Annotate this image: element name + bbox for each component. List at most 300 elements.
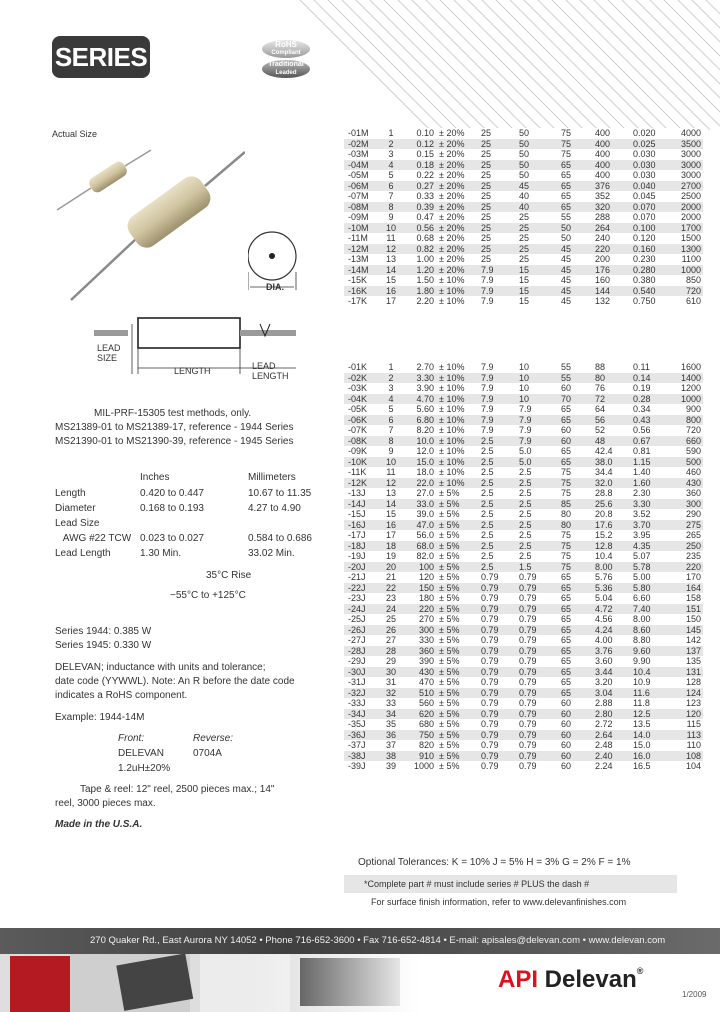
table-cell: -01M	[344, 128, 378, 139]
table-cell: 0.10	[404, 128, 436, 139]
table-cell: 75	[559, 139, 593, 150]
table-cell: 170	[669, 572, 703, 583]
table-cell: ± 5%	[436, 667, 479, 678]
table-cell: 15.0	[404, 457, 436, 468]
table-cell: ± 5%	[436, 709, 479, 720]
table-cell: 25	[479, 149, 517, 160]
table-cell: 1600	[669, 362, 703, 373]
table-cell: 25	[479, 254, 517, 265]
table-cell: 2700	[669, 181, 703, 192]
table-cell: -06K	[344, 415, 378, 426]
inductor-photo	[55, 140, 245, 310]
table-row	[344, 583, 703, 594]
table-cell: 65	[559, 415, 593, 426]
table-cell: -14M	[344, 265, 378, 276]
table-cell: 1500	[669, 233, 703, 244]
table-cell: 7.9	[479, 425, 517, 436]
table-cell: ± 5%	[436, 730, 479, 741]
table-cell: 3.30	[631, 499, 669, 510]
table-cell: 8.80	[631, 635, 669, 646]
table-cell: 235	[669, 551, 703, 562]
marking-line: DELEVAN; inductance with units and tolerance;	[55, 662, 266, 673]
table-cell: 5.00	[631, 572, 669, 583]
table-cell: 0.56	[631, 425, 669, 436]
mil-spec-2: MS21389-01 to MS21389-17, reference - 1944 Series	[55, 422, 294, 433]
table-row	[344, 667, 703, 678]
table-cell: 150	[669, 614, 703, 625]
table-row	[344, 383, 703, 394]
table-cell: ± 20%	[436, 233, 479, 244]
table-cell: 2000	[669, 212, 703, 223]
table-cell: 250	[669, 541, 703, 552]
table-cell: 9.60	[631, 646, 669, 657]
table-cell: 0.070	[631, 212, 669, 223]
table-cell: 0.22	[404, 170, 436, 181]
table-cell: 2.5	[479, 520, 517, 531]
table-cell: 3.04	[593, 688, 631, 699]
table-cell: 0.750	[631, 296, 669, 307]
table-cell: 180	[404, 593, 436, 604]
table-cell: ± 5%	[436, 740, 479, 751]
table-cell: 400	[593, 170, 631, 181]
table-cell: 164	[669, 583, 703, 594]
table-cell: 0.070	[631, 202, 669, 213]
table-cell: 7.9	[517, 404, 559, 415]
tape-reel-2: reel, 3000 pieces max.	[55, 798, 156, 809]
table-cell: 0.79	[479, 635, 517, 646]
table-cell: 2.5	[479, 551, 517, 562]
table-cell: 65	[559, 181, 593, 192]
table-cell: 240	[593, 233, 631, 244]
table-cell: 0.79	[479, 698, 517, 709]
table-cell: 3500	[669, 139, 703, 150]
table-cell: 400	[593, 149, 631, 160]
table-cell: 3000	[669, 149, 703, 160]
table-cell: 2.5	[479, 562, 517, 573]
table-cell: 60	[559, 383, 593, 394]
table-cell: 2.5	[517, 530, 559, 541]
table-cell: 275	[669, 520, 703, 531]
table-cell: 17	[378, 296, 404, 307]
table-cell: 7.9	[479, 296, 517, 307]
table-row	[344, 170, 703, 181]
table-cell: 50	[517, 149, 559, 160]
footer-address: 270 Quaker Rd., East Aurora NY 14052 • Phone 716-652-3600 • Fax 716-652-4814 • E-mail: apisales@delevan.com • www.delevan.com	[90, 935, 666, 946]
table-cell: ± 10%	[436, 373, 479, 384]
table-cell: 75	[559, 488, 593, 499]
table-cell: 0.79	[517, 583, 559, 594]
table-cell: 2.5	[479, 446, 517, 457]
table-cell: 910	[404, 751, 436, 762]
table-row	[344, 499, 703, 510]
table-cell: -17K	[344, 296, 378, 307]
table-cell: 3000	[669, 170, 703, 181]
dims-header-mm: Millimeters	[248, 472, 296, 483]
table-cell: 75	[559, 128, 593, 139]
table-cell: 65	[559, 635, 593, 646]
table-cell: 65	[559, 202, 593, 213]
table-cell: 1700	[669, 223, 703, 234]
table-cell: 32.0	[593, 478, 631, 489]
table-cell: 27.0	[404, 488, 436, 499]
table-cell: 0.045	[631, 191, 669, 202]
table-cell: 65	[559, 170, 593, 181]
table-cell: 65	[559, 160, 593, 171]
table-cell: 12.5	[631, 709, 669, 720]
table-cell: 30	[378, 667, 404, 678]
table-row	[344, 656, 703, 667]
table-cell: -05M	[344, 170, 378, 181]
table-cell: ± 5%	[436, 719, 479, 730]
table-cell: 0.230	[631, 254, 669, 265]
dim-inches: 1.30 Min.	[140, 548, 182, 559]
table-cell: 0.79	[479, 740, 517, 751]
table-row	[344, 677, 703, 688]
table-cell: 3000	[669, 160, 703, 171]
table-cell: 10	[517, 362, 559, 373]
table-row	[344, 698, 703, 709]
table-row	[344, 275, 703, 286]
table-cell: 45	[517, 181, 559, 192]
table-cell: -02M	[344, 139, 378, 150]
table-cell: -35J	[344, 719, 378, 730]
table-cell: 0.28	[631, 394, 669, 405]
table-cell: 510	[404, 688, 436, 699]
table-cell: 0.79	[479, 593, 517, 604]
table-cell: 800	[669, 415, 703, 426]
table-cell: ± 20%	[436, 181, 479, 192]
table-cell: 25	[479, 181, 517, 192]
table-cell: 2.88	[593, 698, 631, 709]
table-cell: 60	[559, 719, 593, 730]
table-cell: 65	[559, 583, 593, 594]
table-cell: 0.79	[479, 625, 517, 636]
table-cell: 1000	[669, 265, 703, 276]
table-cell: 2.80	[593, 709, 631, 720]
table-cell: 430	[669, 478, 703, 489]
table-cell: 50	[517, 160, 559, 171]
table-cell: ± 10%	[436, 467, 479, 478]
table-cell: 0.79	[479, 688, 517, 699]
table-cell: 50	[559, 223, 593, 234]
table-cell: -14J	[344, 499, 378, 510]
table-cell: -03M	[344, 149, 378, 160]
table-cell: 85	[559, 499, 593, 510]
table-cell: 65	[559, 677, 593, 688]
table-row	[344, 160, 703, 171]
table-cell: 40	[517, 191, 559, 202]
table-cell: 13	[378, 488, 404, 499]
table-cell: -33J	[344, 698, 378, 709]
table-cell: 1000	[404, 761, 436, 772]
table-cell: 55	[559, 212, 593, 223]
table-cell: 60	[559, 709, 593, 720]
table-cell: 10.0	[404, 436, 436, 447]
table-row	[344, 593, 703, 604]
table-cell: ± 5%	[436, 593, 479, 604]
table-cell: 65	[559, 656, 593, 667]
table-row	[344, 181, 703, 192]
table-cell: 0.030	[631, 160, 669, 171]
table-cell: 15	[378, 275, 404, 286]
table-cell: 0.82	[404, 244, 436, 255]
table-cell: 158	[669, 593, 703, 604]
table-cell: ± 10%	[436, 394, 479, 405]
marking-line: indicates a RoHS component.	[55, 690, 188, 701]
table-cell: 2.5	[517, 551, 559, 562]
table-cell: 0.020	[631, 128, 669, 139]
table-cell: 0.11	[631, 362, 669, 373]
table-cell: 7.9	[479, 415, 517, 426]
table-cell: 0.120	[631, 233, 669, 244]
table-cell: 15.0	[631, 740, 669, 751]
table-cell: ± 5%	[436, 499, 479, 510]
table-cell: 18	[378, 541, 404, 552]
table-cell: 14	[378, 265, 404, 276]
table-cell: -09K	[344, 446, 378, 457]
table-cell: 0.540	[631, 286, 669, 297]
table-cell: 108	[669, 751, 703, 762]
table-cell: 4.24	[593, 625, 631, 636]
table-cell: 300	[404, 625, 436, 636]
table-cell: 2000	[669, 202, 703, 213]
table-cell: 5.78	[631, 562, 669, 573]
table-row	[344, 467, 703, 478]
table-cell: 4.72	[593, 604, 631, 615]
table-row	[344, 551, 703, 562]
table-row	[344, 709, 703, 720]
table-cell: ± 10%	[436, 383, 479, 394]
table-cell: 60	[559, 436, 593, 447]
table-cell: 35	[378, 719, 404, 730]
table-cell: 12	[378, 478, 404, 489]
table-cell: 720	[669, 425, 703, 436]
table-cell: 56	[593, 415, 631, 426]
table-row	[344, 139, 703, 150]
dims-header-inches: Inches	[140, 472, 170, 483]
table-cell: 4000	[669, 128, 703, 139]
actual-size-label: Actual Size	[52, 129, 98, 139]
table-cell: 1.60	[631, 478, 669, 489]
table-cell: 28	[378, 646, 404, 657]
table-cell: 15.2	[593, 530, 631, 541]
table-cell: 75	[559, 467, 593, 478]
table-cell: 47.0	[404, 520, 436, 531]
table-cell: 75	[559, 478, 593, 489]
table-cell: 590	[669, 446, 703, 457]
table-cell: 25	[479, 139, 517, 150]
table-cell: 40	[517, 202, 559, 213]
table-cell: 37	[378, 740, 404, 751]
table-cell: 10	[517, 394, 559, 405]
table-cell: 65	[559, 191, 593, 202]
table-row	[344, 244, 703, 255]
table-cell: ± 10%	[436, 415, 479, 426]
table-cell: 400	[593, 128, 631, 139]
spec-table-1	[344, 128, 703, 307]
dim-mm: 10.67 to 11.35	[248, 488, 312, 499]
table-cell: 400	[593, 160, 631, 171]
table-cell: 0.030	[631, 170, 669, 181]
table-cell: ± 20%	[436, 170, 479, 181]
table-cell: 45	[559, 275, 593, 286]
table-cell: 60	[559, 761, 593, 772]
table-cell: 0.79	[479, 751, 517, 762]
table-cell: 16.5	[631, 761, 669, 772]
table-cell: 16	[378, 520, 404, 531]
optional-tolerances: Optional Tolerances: K = 10% J = 5% H = 3% G = 2% F = 1%	[358, 857, 631, 868]
table-cell: ± 10%	[436, 404, 479, 415]
table-row	[344, 740, 703, 751]
reverse-value: 0704A	[193, 748, 222, 759]
table-cell: 24	[378, 604, 404, 615]
dim-mm: 33.02 Min.	[248, 548, 295, 559]
surface-finish-note: For surface finish information, refer to www.delevanfinishes.com	[371, 897, 627, 907]
table-cell: 0.47	[404, 212, 436, 223]
power-1944: Series 1944: 0.385 W	[55, 626, 152, 637]
table-cell: 72	[593, 394, 631, 405]
table-cell: ± 5%	[436, 572, 479, 583]
table-cell: 137	[669, 646, 703, 657]
table-cell: 34.4	[593, 467, 631, 478]
table-cell: 82.0	[404, 551, 436, 562]
table-cell: 10.4	[631, 667, 669, 678]
table-cell: 0.79	[517, 667, 559, 678]
table-cell: 2.5	[517, 520, 559, 531]
table-cell: -04M	[344, 160, 378, 171]
table-cell: 0.79	[517, 709, 559, 720]
table-cell: 2.30	[631, 488, 669, 499]
table-cell: 26	[378, 625, 404, 636]
table-cell: 25	[517, 212, 559, 223]
table-cell: -20J	[344, 562, 378, 573]
table-cell: 124	[669, 688, 703, 699]
table-cell: -13M	[344, 254, 378, 265]
table-cell: 65	[559, 646, 593, 657]
table-cell: 25	[479, 212, 517, 223]
table-cell: 0.79	[517, 593, 559, 604]
table-cell: 38	[378, 751, 404, 762]
table-cell: -12M	[344, 244, 378, 255]
table-cell: 0.79	[517, 730, 559, 741]
table-cell: 60	[559, 740, 593, 751]
table-cell: -21J	[344, 572, 378, 583]
table-cell: 2.5	[479, 499, 517, 510]
table-cell: 2.5	[517, 467, 559, 478]
table-row	[344, 761, 703, 772]
table-cell: -01K	[344, 362, 378, 373]
table-cell: -08K	[344, 436, 378, 447]
table-cell: 0.14	[631, 373, 669, 384]
table-cell: ± 20%	[436, 212, 479, 223]
table-cell: 11.8	[631, 698, 669, 709]
table-cell: 33	[378, 698, 404, 709]
table-cell: 2.5	[517, 478, 559, 489]
table-cell: 0.79	[479, 572, 517, 583]
table-cell: 3.95	[631, 530, 669, 541]
table-cell: 7.40	[631, 604, 669, 615]
table-cell: ± 10%	[436, 436, 479, 447]
table-row	[344, 265, 703, 276]
table-cell: 75	[559, 530, 593, 541]
table-cell: 10.9	[631, 677, 669, 688]
table-cell: 80	[559, 520, 593, 531]
table-cell: 2.5	[479, 436, 517, 447]
table-cell: ± 20%	[436, 139, 479, 150]
table-cell: ± 10%	[436, 286, 479, 297]
table-cell: 25	[479, 223, 517, 234]
table-row	[344, 254, 703, 265]
table-cell: 270	[404, 614, 436, 625]
table-cell: 5	[378, 404, 404, 415]
table-row	[344, 635, 703, 646]
table-cell: ± 10%	[436, 275, 479, 286]
table-cell: 14.0	[631, 730, 669, 741]
table-cell: ± 20%	[436, 191, 479, 202]
front-value: DELEVAN	[118, 748, 164, 759]
made-in-usa: Made in the U.S.A.	[55, 819, 143, 830]
table-cell: 13.5	[631, 719, 669, 730]
table-cell: 115	[669, 719, 703, 730]
table-row	[344, 646, 703, 657]
table-cell: 6.80	[404, 415, 436, 426]
table-cell: 60	[559, 698, 593, 709]
table-cell: 0.39	[404, 202, 436, 213]
temp-range: −55°C to +125°C	[170, 590, 246, 601]
table-cell: 660	[669, 436, 703, 447]
dim-mm: 4.27 to 4.90	[248, 503, 301, 514]
table-cell: 0.68	[404, 233, 436, 244]
example-label: Example: 1944-14M	[55, 712, 145, 723]
table-cell: 0.79	[479, 730, 517, 741]
table-cell: 25	[479, 160, 517, 171]
table-cell: 0.040	[631, 181, 669, 192]
table-cell: 110	[669, 740, 703, 751]
table-cell: -36J	[344, 730, 378, 741]
table-cell: 13	[378, 254, 404, 265]
table-cell: 25	[479, 202, 517, 213]
table-cell: -06M	[344, 181, 378, 192]
table-cell: 200	[593, 254, 631, 265]
dim-label: AWG #22 TCW	[55, 533, 132, 544]
table-cell: 320	[593, 202, 631, 213]
table-row	[344, 436, 703, 447]
table-cell: 80	[593, 373, 631, 384]
table-cell: 7.9	[479, 362, 517, 373]
table-cell: -11M	[344, 233, 378, 244]
table-row	[344, 425, 703, 436]
table-cell: 6.60	[631, 593, 669, 604]
table-cell: 0.79	[479, 646, 517, 657]
table-row	[344, 362, 703, 373]
table-cell: 820	[404, 740, 436, 751]
table-cell: 5.0	[517, 446, 559, 457]
table-cell: -11K	[344, 467, 378, 478]
table-cell: 176	[593, 265, 631, 276]
length-label: LENGTH	[174, 366, 211, 376]
table-cell: 1	[378, 362, 404, 373]
dim-label: Lead Size	[55, 518, 100, 529]
table-cell: 15	[517, 296, 559, 307]
table-cell: 9.90	[631, 656, 669, 667]
table-cell: 0.81	[631, 446, 669, 457]
table-cell: 42.4	[593, 446, 631, 457]
table-cell: 15	[517, 286, 559, 297]
table-cell: 2.5	[479, 457, 517, 468]
table-cell: 7.9	[479, 286, 517, 297]
table-cell: ± 5%	[436, 530, 479, 541]
table-cell: -37J	[344, 740, 378, 751]
